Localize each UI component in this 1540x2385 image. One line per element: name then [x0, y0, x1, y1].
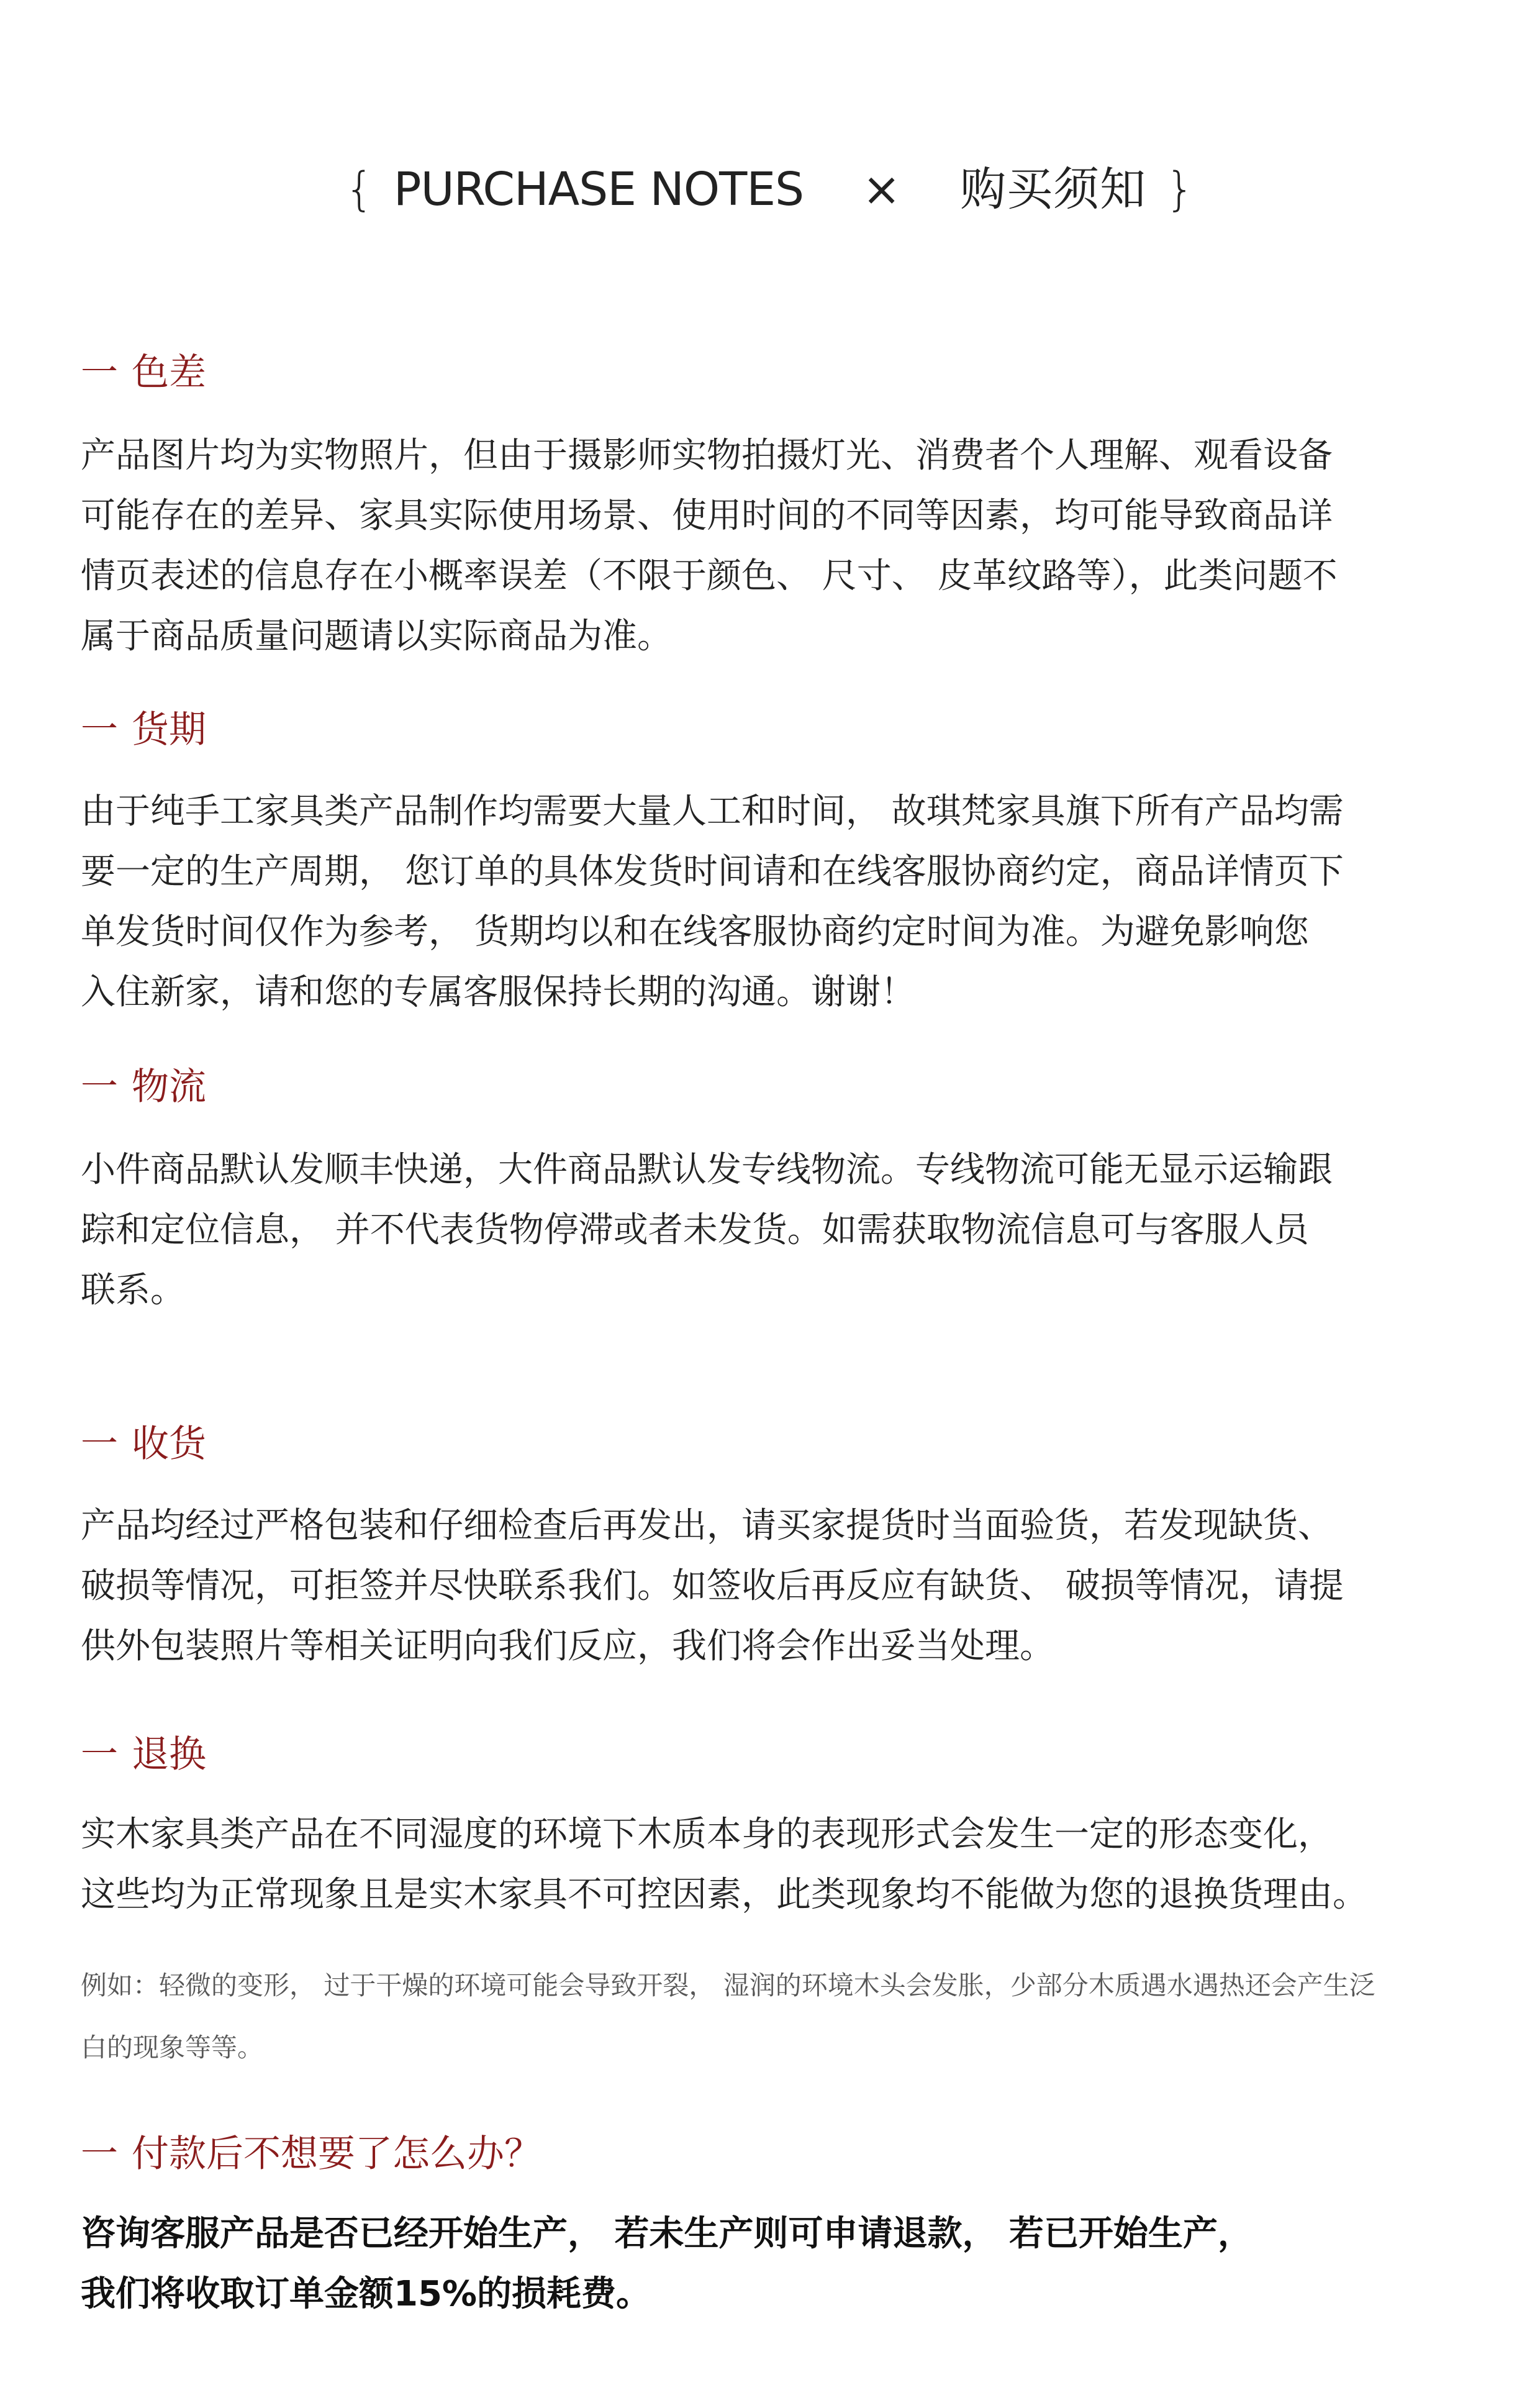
section-title-receiving — [81, 1419, 206, 1469]
section-dash: 一 — [81, 1065, 118, 1109]
body-line: 实木家具类产品在不同湿度的环境下木质本身的表现形式会发生一定的形态变化， — [81, 1814, 1333, 1855]
section-title-text: 色差 — [132, 351, 206, 394]
body-line: 破损等情况，可拒签并尽快联系我们。如签收后再反应有缺货、 破损等情况，请提 — [81, 1566, 1344, 1606]
section-body-returns — [81, 1804, 1459, 1925]
body-line: 产品均经过严格包装和仔细检查后再发出，请买家提货时当面验货，若发现缺货、 — [81, 1506, 1333, 1546]
section-body-color-difference — [81, 425, 1459, 666]
note-line: 白的现象等等。 — [81, 2032, 264, 2063]
section-title-lead-time — [81, 705, 206, 755]
body-line: 联系。 — [81, 1270, 185, 1311]
section-dash: 一 — [81, 2132, 118, 2176]
title-english: PURCHASE NOTES — [393, 163, 804, 216]
section-body-receiving — [81, 1496, 1459, 1676]
section-title-text: 付款后不想要了怎么办？ — [132, 2132, 541, 2176]
body-line: 踪和定位信息， 并不代表货物停滞或者未发货。如需获取物流信息可与客服人员 — [81, 1210, 1309, 1250]
section-body-lead-time — [81, 781, 1459, 1022]
section-title-logistics — [81, 1062, 206, 1112]
section-dash: 一 — [81, 1733, 118, 1776]
section-title-returns — [81, 1730, 206, 1779]
section-body-refund-after-payment — [81, 2204, 1459, 2324]
body-line: 单发货时间仅作为参考， 货期均以和在线客服协商约定时间为准。为避免影响您 — [81, 912, 1309, 952]
body-line: 属于商品质量问题请以实际商品为准。 — [81, 616, 672, 656]
section-title-text: 物流 — [132, 1065, 206, 1109]
body-line: 咨询客服产品是否已经开始生产， 若未生产则可申请退款， 若已开始生产， — [81, 2214, 1252, 2254]
body-line: 供外包装照片等相关证明向我们反应，我们将会作出妥当处理。 — [81, 1626, 1054, 1666]
body-line: 产品图片均为实物照片，但由于摄影师实物拍摄灯光、消费者个人理解、观看设备 — [81, 435, 1333, 476]
page-title — [0, 158, 1540, 220]
section-body-logistics — [81, 1140, 1459, 1320]
body-line: 情页表述的信息存在小概率误差（不限于颜色、 尺寸、 皮革纹路等），此类问题不 — [81, 556, 1338, 596]
section-dash: 一 — [81, 708, 118, 752]
body-line: 这些均为正常现象且是实木家具不可控因素，此类现象均不能做为您的退换货理由。 — [81, 1874, 1367, 1915]
title-open-brace: { — [345, 163, 375, 216]
section-dash: 一 — [81, 1422, 118, 1466]
section-dash: 一 — [81, 351, 118, 394]
note-line: 例如：轻微的变形， 过于干燥的环境可能会导致开裂， 湿润的环境木头会发胀，少部分木质遇水遇热还会产生泛 — [81, 1970, 1375, 2001]
section-title-text: 货期 — [132, 708, 206, 752]
body-line: 可能存在的差异、家具实际使用场景、使用时间的不同等因素，均可能导致商品详 — [81, 496, 1333, 536]
section-title-color-difference — [81, 348, 206, 398]
section-note-returns — [81, 1955, 1459, 2079]
title-chinese: 购买须知 — [960, 163, 1147, 216]
section-title-text: 收货 — [132, 1422, 206, 1466]
body-line: 小件商品默认发顺丰快递，大件商品默认发专线物流。专线物流可能无显示运输跟 — [81, 1150, 1333, 1190]
body-line: 由于纯手工家具类产品制作均需要大量人工和时间， 故琪梵家具旗下所有产品均需 — [81, 791, 1344, 832]
body-line: 入住新家，请和您的专属客服保持长期的沟通。谢谢！ — [81, 972, 915, 1012]
title-separator: × — [862, 163, 902, 216]
body-line: 要一定的生产周期， 您订单的具体发货时间请和在线客服协商约定，商品详情页下 — [81, 852, 1344, 892]
section-title-text: 退换 — [132, 1733, 206, 1776]
body-line: 我们将收取订单金额15%的损耗费。 — [81, 2274, 651, 2314]
title-close-brace: } — [1165, 163, 1195, 216]
section-title-refund-after-payment — [81, 2129, 541, 2179]
